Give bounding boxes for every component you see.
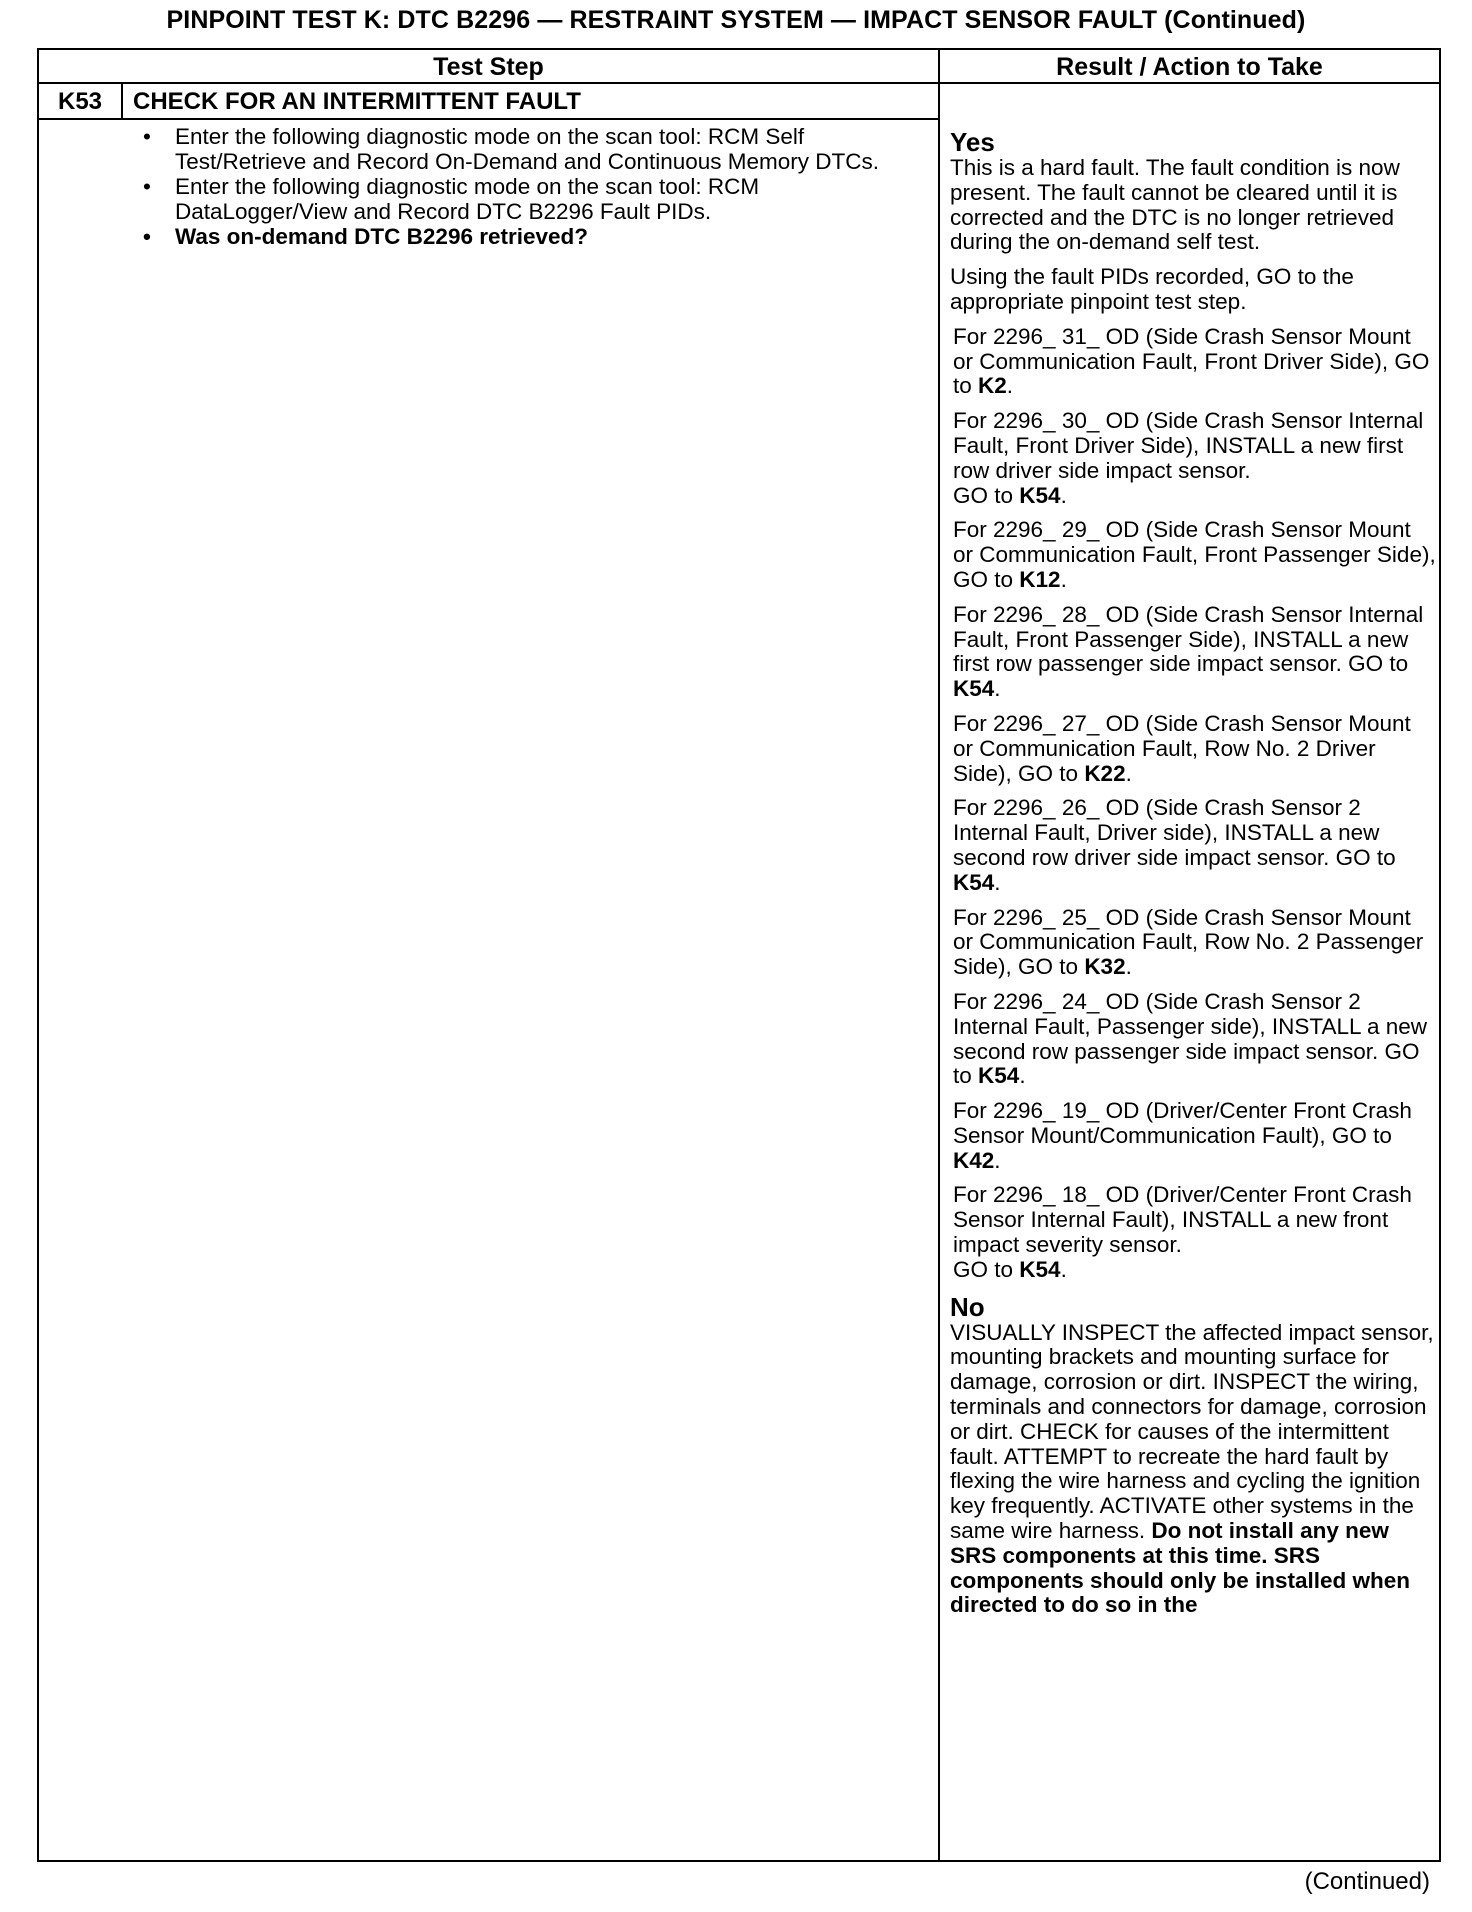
step-reference-link[interactable]: K54 — [1019, 482, 1061, 508]
result-item: For 2296_ 29_ OD (Side Crash Sensor Mount or Communication Fault, Front Passenger Side), GO to K12. — [953, 517, 1436, 592]
yes-text: This is a hard fault. The fault condition is now present. The fault cannot be cleared until it is corrected and the DTC is no longer retrieved during the on-demand self test. — [950, 155, 1400, 255]
page-title: PINPOINT TEST K: DTC B2296 — RESTRAINT SYSTEM — IMPACT SENSOR FAULT (Continued) — [166, 6, 1306, 34]
result-item: For 2296_ 27_ OD (Side Crash Sensor Mount or Communication Fault, Row No. 2 Driver Side), GO to K22. — [953, 710, 1411, 786]
result-item: For 2296_ 25_ OD (Side Crash Sensor Mount or Communication Fault, Row No. 2 Passenger Side), GO to K32. — [953, 904, 1424, 980]
pids-text: Using the fault PIDs recorded, GO to the appropriate pinpoint test step. — [950, 264, 1354, 314]
bullet-icon: • — [143, 124, 151, 149]
step-id: K53 — [57, 88, 103, 115]
result-action-column — [950, 124, 1436, 1628]
column-header-result: Result / Action to Take — [1056, 53, 1323, 81]
step-reference-link[interactable]: K22 — [1084, 760, 1126, 786]
step-reference-link[interactable]: K54 — [1019, 1256, 1061, 1282]
result-item: For 2296_ 28_ OD (Side Crash Sensor Internal Fault, Front Passenger Side), INSTALL a new first row passenger side impact sensor. GO to K54. — [953, 601, 1424, 702]
column-divider — [938, 50, 940, 1860]
step-reference-link[interactable]: K2 — [978, 373, 1007, 399]
step-title: CHECK FOR AN INTERMITTENT FAULT — [133, 88, 581, 115]
bullet-icon: • — [143, 224, 151, 249]
result-item: For 2296_ 18_ OD (Driver/Center Front Crash Sensor Internal Fault), INSTALL a new front impact severity sensor. GO to K54. — [953, 1182, 1412, 1282]
step-reference-link[interactable]: K54 — [953, 869, 995, 895]
result-item: For 2296_ 31_ OD (Side Crash Sensor Mount or Communication Fault, Front Driver Side), GO to K2. — [953, 323, 1430, 399]
test-step-item: • Enter the following diagnostic mode on the scan tool: RCM DataLogger/View and Record DTC B2296 Fault PIDs. — [143, 174, 760, 224]
no-warning: Do not install any new SRS components at this time. SRS components should only be installed when directed to do so in the — [950, 1518, 1411, 1618]
result-item: For 2296_ 24_ OD (Side Crash Sensor 2 Internal Fault, Passenger side), INSTALL a new second row passenger side impact sensor. GO to K54. — [953, 988, 1427, 1089]
test-step-list — [133, 124, 923, 249]
step-reference-link[interactable]: K42 — [953, 1147, 995, 1173]
result-item: For 2296_ 30_ OD (Side Crash Sensor Internal Fault, Front Driver Side), INSTALL a new first row driver side impact sensor. GO to K54. — [953, 408, 1424, 508]
step-reference-link[interactable]: K32 — [1084, 954, 1126, 980]
continued-footer: (Continued) — [1304, 1868, 1430, 1895]
column-header-test-step: Test Step — [433, 53, 544, 81]
bullet-icon: • — [143, 174, 151, 199]
test-step-question: • Was on-demand DTC B2296 retrieved? — [143, 224, 589, 249]
no-label: No — [950, 1291, 985, 1322]
step-reference-link[interactable]: K54 — [953, 676, 995, 702]
step-reference-link[interactable]: K12 — [1019, 566, 1061, 592]
pinpoint-test-table — [37, 48, 1441, 1862]
test-step-item: • Enter the following diagnostic mode on the scan tool: RCM Self Test/Retrieve and Record On-Demand and Continuous Memory DTCs. — [143, 124, 880, 174]
no-text: VISUALLY INSPECT the affected impact sensor, mounting brackets and mounting surface for damage, corrosion or dirt. INSPECT the wiring, terminals and connectors for damage, corrosion or dirt. CHECK for causes of the intermittent fault. ATTEMPT to recreate the hard fault by flexing the wire harness and cycling the ignition key frequently. ACTIVATE other systems in the same wire harness. Do not install any new SRS components at this time. SRS components should only be installed when directed to do so in the — [950, 1319, 1434, 1618]
yes-label: Yes — [950, 127, 995, 157]
result-item: For 2296_ 19_ OD (Driver/Center Front Crash Sensor Mount/Communication Fault), GO to K42. — [953, 1098, 1412, 1173]
step-reference-link[interactable]: K54 — [978, 1063, 1020, 1089]
result-item: For 2296_ 26_ OD (Side Crash Sensor 2 Internal Fault, Driver side), INSTALL a new second row driver side impact sensor. GO to K54. — [953, 795, 1396, 895]
step-id-divider — [121, 84, 123, 120]
